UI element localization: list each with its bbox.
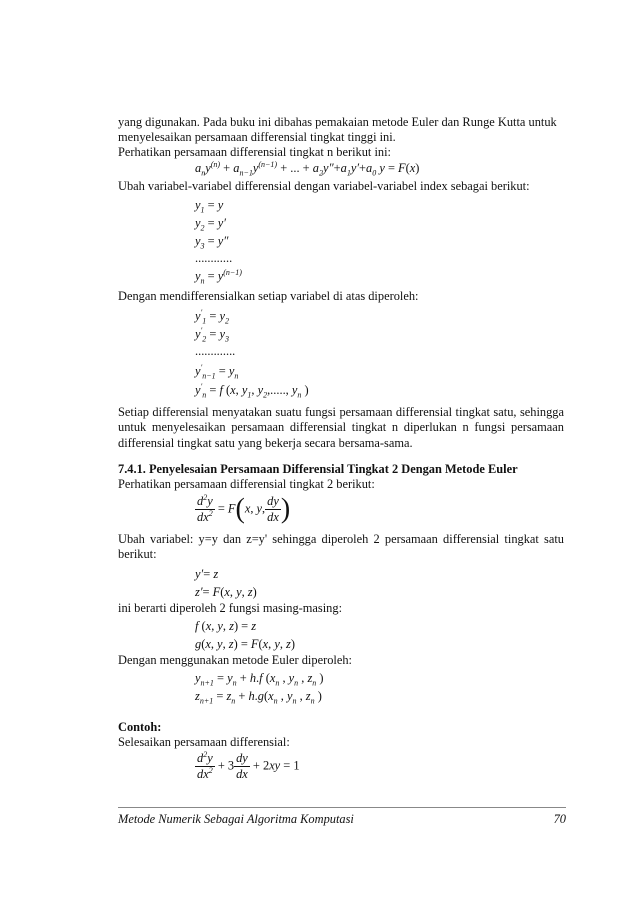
equation-y-prime-z: y′= z (195, 567, 219, 581)
equation-euler-y: $y_{n+1} = y_n + h.f$ ($x_n$ , $y_n$ , $z_n$ ) (195, 671, 324, 688)
equation-euler-z: $z_{n+1} = z_n + h.g(x_n$ , $y_n$ , $z_n$ ) (195, 689, 322, 706)
ini-berarti-text: ini berarti diperoleh 2 fungsi masing-masing: (118, 601, 343, 615)
equation-dots-2: ............. (195, 344, 236, 358)
equation-z-prime: z′= F(x, y, z) (195, 585, 257, 599)
equation-y1-prime: $y'_1 = y_2$ (195, 307, 229, 326)
footer-page-number: 70 (553, 812, 566, 826)
dengan-euler-text: Dengan menggunakan metode Euler diperoleh: (118, 653, 352, 667)
equation-y2: $y_2 = y'$ (195, 216, 226, 233)
equation-g-function: g(x, y, z) = F(x, y, z) (195, 637, 296, 651)
setiap-differensial-paragraph: Setiap differensial menyatakan suatu fungsi persamaan differensial tingkat satu, sehingga untuk menyelesaikan persamaan differensial tingkat n diperlukan n fungsi persamaan differensial tingkat satu yang bekerja secara bersama-sama. (118, 405, 564, 450)
equation-y2-prime: $y'_2 = y_3$ (195, 325, 229, 344)
equation-y1: $y_1 = y$ (195, 198, 224, 215)
equation-example: $\frac{d^2y}{dx^2}$ + 3 $\frac{dy}{dx}$ + 2xy = 1 (197, 749, 300, 781)
mendifferensialkan-text: Dengan mendifferensialkan setiap variabel di atas diperoleh: (118, 289, 419, 303)
ubah-variabel-yz-text: Ubah variabel: y=y dan z=y' sehingga diperoleh 2 persamaan differensial tingkat satu berikut: (118, 532, 564, 562)
perhatikan-tingkat-2-text: Perhatikan persamaan differensial tingkat 2 berikut: (118, 477, 375, 491)
section-heading: 7.4.1. Penyelesaian Persamaan Differensial Tingkat 2 Dengan Metode Euler (118, 462, 518, 476)
equation-yn-prime: $y'_n = f$ (x, $y_1$, $y_2$,....., $y_n$ ) (195, 381, 309, 400)
footer-book-title: Metode Numerik Sebagai Algoritma Komputasi (118, 812, 354, 826)
equation-f-function: f (x, y, z) = z (195, 619, 257, 633)
ubah-variabel-text: Ubah variabel-variabel differensial dengan variabel-variabel index sebagai berikut: (118, 179, 530, 193)
footer-rule (118, 807, 566, 808)
intro-line-1: yang digunakan. Pada buku ini dibahas pemakaian metode Euler dan Runge Kutta untuk (118, 115, 557, 129)
equation-dots-1: ............ (195, 251, 233, 265)
equation-yn: $y_n = y^{(n-1)}$ (195, 267, 242, 286)
equation-yn-1-prime: $y'_{n-1} = y_n$ (195, 362, 239, 381)
equation-nth-order: $a_ny^{(n)} + a_{n-1}y^{(n-1)}$ + ... + $a_2y''+a_1y'+a_0$ y = F(x) (195, 159, 420, 178)
contoh-heading: Contoh: (118, 720, 162, 734)
intro-line-2: menyelesaikan persamaan differensial tingkat tinggi ini. (118, 130, 396, 144)
equation-second-order: $\frac{d^2y}{dx^2}$ = F(x, y, $\frac{dy}{dx}$ ) (197, 492, 291, 525)
selesaikan-text: Selesaikan persamaan differensial: (118, 735, 290, 749)
intro-line-3: Perhatikan persamaan differensial tingkat n berikut ini: (118, 145, 391, 159)
equation-y3: $y_3 = y''$ (195, 234, 229, 251)
